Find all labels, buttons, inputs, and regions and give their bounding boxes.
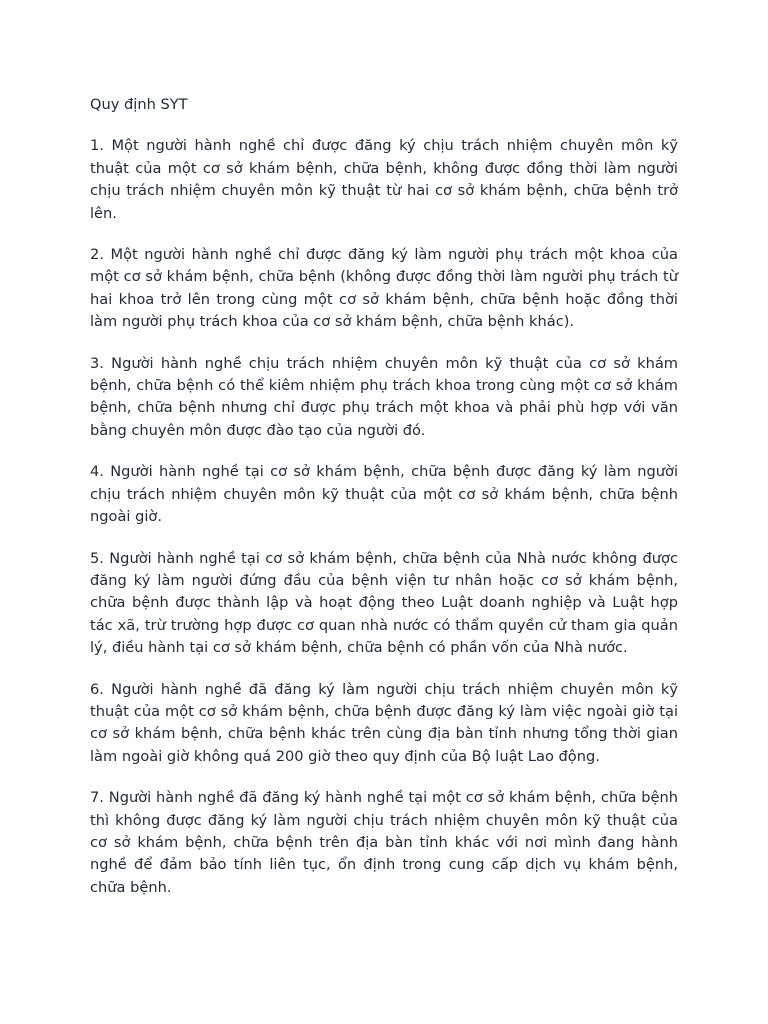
clause-4: 4. Người hành nghề tại cơ sở khám bệnh, chữa bệnh được đăng ký làm người chịu trách nhiệm chuyên môn kỹ thuật của một cơ sở khám bệnh, chữa bệnh ngoài giờ.: [90, 463, 678, 526]
clause-6: 6. Người hành nghề đã đăng ký làm người chịu trách nhiệm chuyên môn kỹ thuật của một cơ sở khám bệnh, chữa bệnh được đăng ký làm việc ngoài giờ tại cơ sở khám bệnh, chữa bệnh khác trên cùng địa bàn tỉnh nhưng tổng thời gian làm ngoài giờ không quá 200 giờ theo quy định của Bộ luật Lao động.: [90, 680, 678, 765]
clause-7: 7. Người hành nghề đã đăng ký hành nghề tại một cơ sở khám bệnh, chữa bệnh thì không được đăng ký làm người chịu trách nhiệm chuyên môn kỹ thuật của cơ sở khám bệnh, chữa bệnh trên địa bàn tỉnh khác với nơi mình đang hành nghề để đảm bảo tính liên tục, ổn định trong cung cấp dịch vụ khám bệnh, chữa bệnh.: [90, 789, 678, 896]
clause-5: 5. Người hành nghề tại cơ sở khám bệnh, chữa bệnh của Nhà nước không được đăng ký làm người đứng đầu của bệnh viện tư nhân hoặc cơ sở khám bệnh, chữa bệnh được thành lập và hoạt động theo Luật doanh nghiệp và Luật hợp tác xã, trừ trường hợp được cơ quan nhà nước có thẩm quyền cử tham gia quản lý, điều hành tại cơ sở khám bệnh, chữa bệnh có phần vốn của Nhà nước.: [90, 549, 678, 657]
clause-2: 2. Một người hành nghề chỉ được đăng ký làm người phụ trách một khoa của một cơ sở khám bệnh, chữa bệnh (không được đồng thời làm người phụ trách từ hai khoa trở lên trong cùng một cơ sở khám bệnh, chữa bệnh hoặc đồng thời làm người phụ trách khoa của cơ sở khám bệnh, chữa bệnh khác).: [90, 246, 678, 331]
document-page: [90, 94, 678, 918]
document-title: Quy định SYT: [90, 96, 188, 113]
clause-3: 3. Người hành nghề chịu trách nhiệm chuyên môn kỹ thuật của cơ sở khám bệnh, chữa bệnh có thể kiêm nhiệm phụ trách khoa trong cùng một cơ sở khám bệnh, chữa bệnh nhưng chỉ được phụ trách một khoa và phải phù hợp với văn bằng chuyên môn được đào tạo của người đó.: [90, 354, 678, 439]
clause-1: 1. Một người hành nghề chỉ được đăng ký chịu trách nhiệm chuyên môn kỹ thuật của một cơ sở khám bệnh, chữa bệnh, không được đồng thời làm người chịu trách nhiệm chuyên môn kỹ thuật từ hai cơ sở khám bệnh, chữa bệnh trở lên.: [90, 137, 678, 222]
